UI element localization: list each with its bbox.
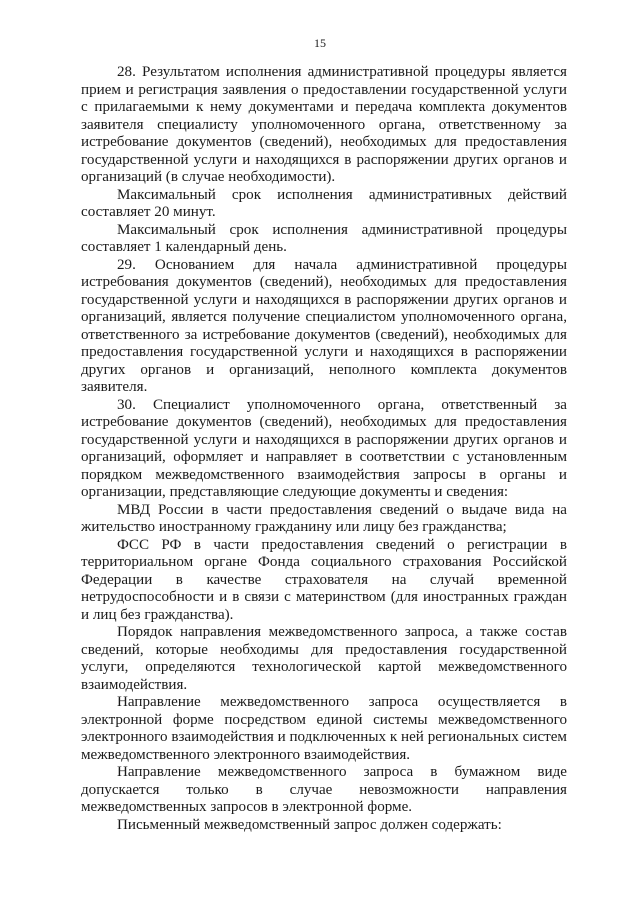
paragraph-29-basis: 29. Основанием для начала административной процедуры истребования документов (сведений), необходимых для предоставления государственной услуги и находящихся в распоряжении других органов и организаций, является получение специалистом уполномоченного органа, ответственного за истребование документов (сведений), необходимых для предоставления государственной услуги и находящихся в распоряжении других органов и организаций, неполного комплекта документов заявителя.: [81, 256, 567, 395]
page-number: 15: [314, 36, 326, 50]
paragraph-mvd: МВД России в части предоставления сведений о выдаче вида на жительство иностранному гражданину или лицу без гражданства;: [81, 501, 567, 535]
paragraph-max-time-actions: Максимальный срок исполнения административных действий составляет 20 минут.: [81, 186, 567, 220]
paragraph-request-order: Порядок направления межведомственного запроса, а также состав сведений, которые необходимы для предоставления государственной услуги, определяются технологической картой межведомственного взаимодействия.: [81, 624, 567, 693]
paragraph-28-result: 28. Результатом исполнения административной процедуры является прием и регистрация заявления о предоставлении государственной услуги с прилагаемыми к нему документами и передача комплекта документов заявителя специалисту уполномоченного органа, ответственному за истребование документов (сведений), необходимых для предоставления государственной услуги и находящихся в распоряжении других органов и организаций (в случае необходимости).: [81, 64, 567, 185]
paragraph-max-time-procedure: Максимальный срок исполнения административной процедуры составляет 1 календарный день.: [81, 221, 567, 255]
paragraph-30-specialist: 30. Специалист уполномоченного органа, ответственный за истребование документов (сведений), необходимых для предоставления государственной услуги и находящихся в распоряжении других органов и организаций, оформляет и направляет в соответствии с установленным порядком межведомственного взаимодействия запросы в органы и организации, представляющие следующие документы и сведения:: [81, 396, 567, 500]
paragraph-fss: ФСС РФ в части предоставления сведений о регистрации в территориальном органе Фонда социального страхования Российской Федерации в качестве страхователя на случай временной нетрудоспособности и в связи с материнством (для иностранных граждан и лиц без гражданства).: [81, 536, 567, 623]
paragraph-written-request: Письменный межведомственный запрос должен содержать:: [117, 816, 502, 833]
paragraph-paper-request: Направление межведомственного запроса в бумажном виде допускается только в случае невозможности направления межведомственных запросов в электронной форме.: [81, 764, 567, 815]
document-body: [81, 64, 567, 834]
paragraph-electronic-request: Направление межведомственного запроса осуществляется в электронной форме посредством единой системы межведомственного электронного взаимодействия и подключенных к ней региональных систем межведомственного электронного взаимодействия.: [81, 694, 567, 763]
